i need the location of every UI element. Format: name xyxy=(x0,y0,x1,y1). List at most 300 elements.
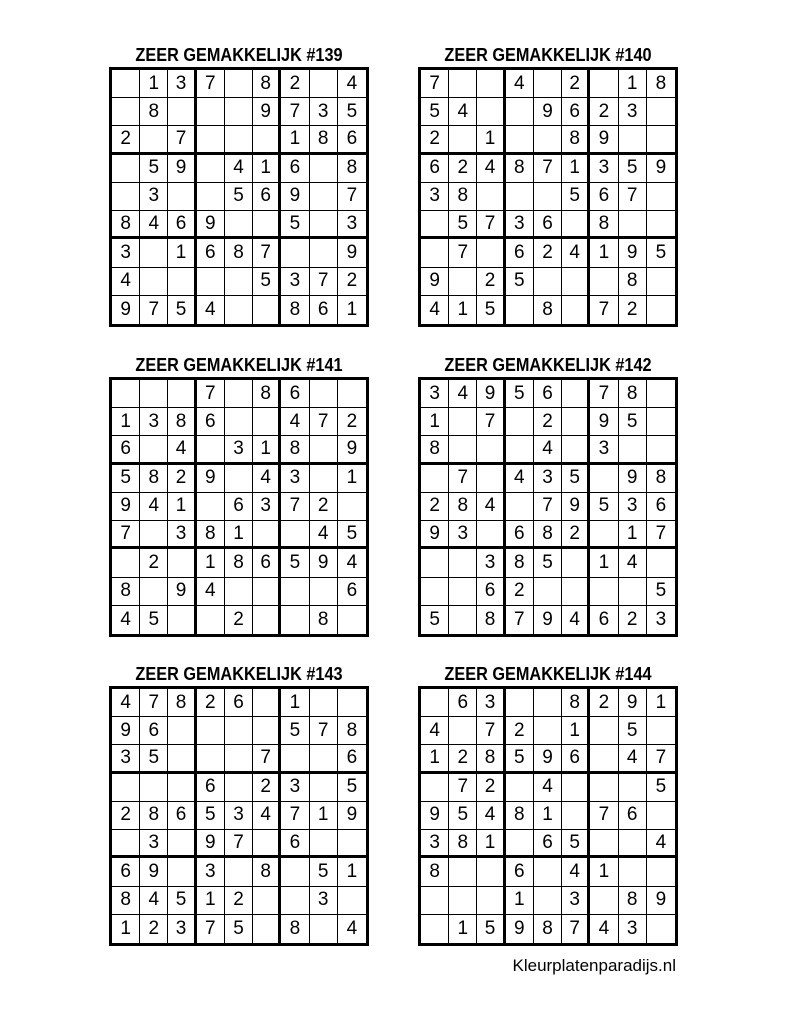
sudoku-cell xyxy=(310,774,338,802)
sudoku-cell: 5 xyxy=(562,465,590,493)
sudoku-puzzle-143 xyxy=(109,662,369,946)
sudoku-cell: 2 xyxy=(112,126,140,154)
sudoku-cell: 8 xyxy=(225,239,253,267)
sudoku-cell: 1 xyxy=(197,549,225,577)
sudoku-cell: 3 xyxy=(168,915,196,943)
sudoku-cell: 7 xyxy=(140,296,168,324)
sudoku-cell xyxy=(253,689,281,717)
sudoku-cell xyxy=(421,549,449,577)
sudoku-cell: 6 xyxy=(253,549,281,577)
sudoku-cell xyxy=(477,98,505,126)
sudoku-cell: 1 xyxy=(338,858,366,886)
sudoku-cell: 6 xyxy=(562,745,590,773)
sudoku-cell xyxy=(647,915,675,943)
sudoku-cell xyxy=(310,915,338,943)
sudoku-cell xyxy=(310,830,338,858)
sudoku-cell: 8 xyxy=(281,296,309,324)
sudoku-cell: 7 xyxy=(281,493,309,521)
sudoku-cell xyxy=(590,774,618,802)
sudoku-cell xyxy=(647,436,675,464)
sudoku-cell xyxy=(310,578,338,606)
sudoku-cell: 9 xyxy=(168,578,196,606)
sudoku-cell: 2 xyxy=(197,689,225,717)
sudoku-cell xyxy=(281,887,309,915)
sudoku-cell: 4 xyxy=(619,549,647,577)
sudoku-cell: 7 xyxy=(647,745,675,773)
sudoku-cell: 9 xyxy=(140,858,168,886)
sudoku-cell xyxy=(140,239,168,267)
sudoku-cell: 2 xyxy=(140,549,168,577)
sudoku-cell: 1 xyxy=(562,155,590,183)
sudoku-cell xyxy=(197,436,225,464)
sudoku-cell: 6 xyxy=(281,155,309,183)
sudoku-cell: 2 xyxy=(477,774,505,802)
sudoku-cell xyxy=(421,578,449,606)
sudoku-cell: 8 xyxy=(506,155,534,183)
sudoku-cell xyxy=(590,70,618,98)
sudoku-cell xyxy=(619,830,647,858)
sudoku-cell: 9 xyxy=(619,465,647,493)
sudoku-cell xyxy=(562,296,590,324)
sudoku-cell: 8 xyxy=(310,606,338,634)
sudoku-cell: 7 xyxy=(619,183,647,211)
sudoku-cell: 1 xyxy=(477,126,505,154)
sudoku-cell: 8 xyxy=(253,380,281,408)
sudoku-cell: 6 xyxy=(506,521,534,549)
sudoku-cell: 6 xyxy=(421,155,449,183)
sudoku-cell: 2 xyxy=(449,155,477,183)
sudoku-cell: 6 xyxy=(168,211,196,239)
sudoku-cell: 1 xyxy=(421,408,449,436)
sudoku-cell: 1 xyxy=(168,493,196,521)
sudoku-cell: 4 xyxy=(253,802,281,830)
sudoku-cell: 9 xyxy=(421,802,449,830)
sudoku-cell: 3 xyxy=(140,830,168,858)
sudoku-cell: 3 xyxy=(253,493,281,521)
sudoku-cell: 6 xyxy=(449,689,477,717)
sudoku-cell xyxy=(477,436,505,464)
sudoku-cell xyxy=(253,211,281,239)
sudoku-cell: 6 xyxy=(590,183,618,211)
sudoku-cell: 4 xyxy=(477,802,505,830)
sudoku-cell xyxy=(477,521,505,549)
sudoku-cell: 6 xyxy=(477,578,505,606)
sudoku-cell: 6 xyxy=(112,858,140,886)
sudoku-cell: 2 xyxy=(168,465,196,493)
sudoku-cell xyxy=(253,408,281,436)
sudoku-cell xyxy=(168,717,196,745)
sudoku-cell: 3 xyxy=(619,915,647,943)
sudoku-cell: 8 xyxy=(310,126,338,154)
sudoku-cell: 5 xyxy=(562,183,590,211)
sudoku-cell: 4 xyxy=(534,436,562,464)
sudoku-cell xyxy=(647,268,675,296)
sudoku-cell xyxy=(534,887,562,915)
sudoku-puzzle-144 xyxy=(418,662,678,946)
sudoku-cell: 3 xyxy=(421,183,449,211)
sudoku-cell: 9 xyxy=(477,380,505,408)
sudoku-cell: 7 xyxy=(647,521,675,549)
sudoku-cell: 3 xyxy=(619,98,647,126)
sudoku-cell: 6 xyxy=(506,858,534,886)
sudoku-cell xyxy=(112,774,140,802)
sudoku-cell xyxy=(647,183,675,211)
sudoku-cell: 5 xyxy=(619,408,647,436)
sudoku-cell: 7 xyxy=(562,915,590,943)
sudoku-cell xyxy=(562,549,590,577)
sudoku-cell: 5 xyxy=(477,915,505,943)
website-credit[interactable]: Kleurplatenparadijs.nl xyxy=(512,956,676,975)
sudoku-cell: 7 xyxy=(534,155,562,183)
sudoku-cell: 4 xyxy=(225,155,253,183)
sudoku-cell xyxy=(590,887,618,915)
sudoku-cell: 8 xyxy=(168,689,196,717)
sudoku-cell: 4 xyxy=(140,211,168,239)
sudoku-cell xyxy=(449,408,477,436)
sudoku-cell xyxy=(449,887,477,915)
sudoku-cell: 8 xyxy=(197,521,225,549)
sudoku-cell: 5 xyxy=(253,268,281,296)
sudoku-cell: 5 xyxy=(112,465,140,493)
sudoku-cell xyxy=(338,830,366,858)
sudoku-cell xyxy=(197,126,225,154)
sudoku-cell xyxy=(281,606,309,634)
sudoku-cell: 2 xyxy=(590,98,618,126)
sudoku-cell xyxy=(562,211,590,239)
sudoku-cell: 3 xyxy=(477,549,505,577)
sudoku-cell: 8 xyxy=(619,380,647,408)
sudoku-cell xyxy=(168,183,196,211)
sudoku-cell: 2 xyxy=(112,802,140,830)
sudoku-cell xyxy=(112,830,140,858)
sudoku-cell: 8 xyxy=(140,465,168,493)
puzzle-title: ZEER GEMAKKELIJK #139 xyxy=(135,44,343,65)
sudoku-cell: 9 xyxy=(421,268,449,296)
sudoku-cell: 8 xyxy=(281,436,309,464)
sudoku-cell: 2 xyxy=(562,70,590,98)
sudoku-cell xyxy=(619,436,647,464)
sudoku-cell: 4 xyxy=(140,493,168,521)
sudoku-cell: 7 xyxy=(590,380,618,408)
sudoku-cell xyxy=(310,689,338,717)
sudoku-cell: 9 xyxy=(112,493,140,521)
sudoku-cell: 5 xyxy=(168,296,196,324)
sudoku-cell: 5 xyxy=(225,183,253,211)
sudoku-cell: 3 xyxy=(140,183,168,211)
sudoku-cell: 6 xyxy=(281,380,309,408)
sudoku-cell: 1 xyxy=(449,296,477,324)
sudoku-cell: 3 xyxy=(421,830,449,858)
sudoku-cell xyxy=(506,296,534,324)
sudoku-cell: 5 xyxy=(449,802,477,830)
sudoku-cell xyxy=(253,915,281,943)
sudoku-cell: 2 xyxy=(225,887,253,915)
sudoku-cell: 9 xyxy=(647,155,675,183)
sudoku-cell xyxy=(225,745,253,773)
sudoku-cell: 2 xyxy=(506,717,534,745)
sudoku-cell xyxy=(534,858,562,886)
sudoku-cell: 3 xyxy=(421,380,449,408)
sudoku-cell: 9 xyxy=(338,239,366,267)
sudoku-cell: 7 xyxy=(421,70,449,98)
sudoku-cell: 3 xyxy=(281,268,309,296)
sudoku-cell: 3 xyxy=(168,70,196,98)
sudoku-cell: 4 xyxy=(197,578,225,606)
sudoku-cell xyxy=(310,745,338,773)
sudoku-cell: 9 xyxy=(338,436,366,464)
sudoku-cell: 5 xyxy=(506,268,534,296)
sudoku-cell: 1 xyxy=(225,521,253,549)
sudoku-cell: 1 xyxy=(112,408,140,436)
sudoku-cell: 5 xyxy=(421,606,449,634)
sudoku-cell xyxy=(421,465,449,493)
sudoku-cell: 1 xyxy=(168,239,196,267)
sudoku-cell xyxy=(647,408,675,436)
sudoku-cell xyxy=(562,578,590,606)
sudoku-cell xyxy=(534,578,562,606)
sudoku-cell: 8 xyxy=(140,802,168,830)
sudoku-cell xyxy=(168,98,196,126)
sudoku-cell: 6 xyxy=(590,606,618,634)
sudoku-cell: 7 xyxy=(168,126,196,154)
sudoku-cell xyxy=(310,465,338,493)
sudoku-cell xyxy=(310,380,338,408)
sudoku-cell xyxy=(140,521,168,549)
sudoku-cell xyxy=(534,717,562,745)
sudoku-cell xyxy=(590,830,618,858)
sudoku-cell xyxy=(647,296,675,324)
sudoku-cell: 3 xyxy=(281,774,309,802)
sudoku-cell: 6 xyxy=(168,802,196,830)
sudoku-cell: 5 xyxy=(225,915,253,943)
sudoku-cell xyxy=(168,858,196,886)
sudoku-cell: 9 xyxy=(590,126,618,154)
sudoku-cell xyxy=(619,126,647,154)
sudoku-cell: 6 xyxy=(281,830,309,858)
sudoku-cell: 1 xyxy=(590,549,618,577)
sudoku-cell: 7 xyxy=(281,98,309,126)
sudoku-cell: 4 xyxy=(562,606,590,634)
sudoku-cell xyxy=(253,578,281,606)
sudoku-cell: 7 xyxy=(590,802,618,830)
sudoku-cell: 9 xyxy=(534,745,562,773)
sudoku-puzzle-140 xyxy=(418,43,678,327)
sudoku-cell: 1 xyxy=(477,830,505,858)
sudoku-cell xyxy=(253,521,281,549)
sudoku-cell: 2 xyxy=(506,578,534,606)
sudoku-cell: 7 xyxy=(477,408,505,436)
sudoku-cell xyxy=(449,70,477,98)
sudoku-cell xyxy=(112,155,140,183)
puzzle-title: ZEER GEMAKKELIJK #142 xyxy=(444,354,652,375)
sudoku-cell xyxy=(534,183,562,211)
sudoku-puzzle-142 xyxy=(418,353,678,637)
sudoku-cell xyxy=(590,745,618,773)
sudoku-cell: 8 xyxy=(619,887,647,915)
sudoku-cell xyxy=(310,239,338,267)
sudoku-cell xyxy=(449,549,477,577)
sudoku-cell xyxy=(506,183,534,211)
sudoku-cell xyxy=(590,578,618,606)
sudoku-cell: 1 xyxy=(346,298,358,320)
sudoku-cell xyxy=(421,887,449,915)
sudoku-grid xyxy=(109,377,369,637)
sudoku-cell: 9 xyxy=(534,98,562,126)
sudoku-cell: 2 xyxy=(477,268,505,296)
sudoku-cell: 7 xyxy=(534,493,562,521)
sudoku-cell: 4 xyxy=(647,830,675,858)
sudoku-cell xyxy=(225,465,253,493)
sudoku-cell: 3 xyxy=(590,436,618,464)
sudoku-cell: 6 xyxy=(197,239,225,267)
sudoku-cell: 5 xyxy=(506,380,534,408)
sudoku-cell: 6 xyxy=(506,239,534,267)
sudoku-cell xyxy=(421,689,449,717)
sudoku-cell: 6 xyxy=(140,717,168,745)
sudoku-cell: 7 xyxy=(197,380,225,408)
sudoku-cell: 2 xyxy=(421,493,449,521)
sudoku-cell: 3 xyxy=(477,689,505,717)
sudoku-cell: 7 xyxy=(281,802,309,830)
sudoku-cell xyxy=(590,465,618,493)
sudoku-cell xyxy=(225,98,253,126)
sudoku-cell: 2 xyxy=(534,239,562,267)
sudoku-cell xyxy=(647,717,675,745)
sudoku-cell: 4 xyxy=(562,239,590,267)
sudoku-cell: 2 xyxy=(338,268,366,296)
sudoku-cell: 4 xyxy=(253,465,281,493)
sudoku-cell: 5 xyxy=(619,717,647,745)
sudoku-cell: 1 xyxy=(619,70,647,98)
sudoku-cell: 7 xyxy=(310,717,338,745)
sudoku-cell xyxy=(647,802,675,830)
sudoku-cell xyxy=(421,774,449,802)
sudoku-cell xyxy=(562,268,590,296)
sudoku-cell: 5 xyxy=(534,549,562,577)
sudoku-cell: 5 xyxy=(477,296,505,324)
sudoku-cell: 7 xyxy=(253,745,281,773)
sudoku-cell: 4 xyxy=(168,436,196,464)
sudoku-cell: 8 xyxy=(647,70,675,98)
sudoku-cell: 3 xyxy=(619,493,647,521)
sudoku-cell: 2 xyxy=(140,915,168,943)
sudoku-cell xyxy=(225,70,253,98)
sudoku-cell xyxy=(168,606,196,634)
sudoku-cell: 2 xyxy=(534,408,562,436)
sudoku-cell xyxy=(310,183,338,211)
sudoku-cell: 6 xyxy=(647,493,675,521)
sudoku-cell xyxy=(225,211,253,239)
sudoku-cell xyxy=(225,774,253,802)
sudoku-cell: 1 xyxy=(562,717,590,745)
sudoku-cell: 8 xyxy=(338,717,366,745)
sudoku-cell: 8 xyxy=(562,689,590,717)
sudoku-cell: 7 xyxy=(112,521,140,549)
sudoku-cell: 5 xyxy=(310,858,338,886)
sudoku-cell xyxy=(197,155,225,183)
sudoku-cell: 8 xyxy=(562,126,590,154)
sudoku-cell: 8 xyxy=(449,183,477,211)
sudoku-cell: 8 xyxy=(421,858,449,886)
sudoku-cell xyxy=(225,296,253,324)
sudoku-cell: 3 xyxy=(112,239,140,267)
sudoku-cell: 4 xyxy=(112,268,140,296)
sudoku-cell xyxy=(449,717,477,745)
sudoku-cell: 4 xyxy=(421,296,449,324)
sudoku-cell xyxy=(449,578,477,606)
sudoku-cell xyxy=(168,380,196,408)
sudoku-cell: 4 xyxy=(197,296,225,324)
sudoku-cell: 4 xyxy=(140,887,168,915)
sudoku-cell: 9 xyxy=(421,521,449,549)
sudoku-cell: 3 xyxy=(310,887,338,915)
sudoku-cell: 4 xyxy=(281,408,309,436)
sudoku-cell: 5 xyxy=(281,717,309,745)
sudoku-cell xyxy=(197,183,225,211)
sudoku-cell: 1 xyxy=(338,465,366,493)
sudoku-grid xyxy=(109,67,369,327)
sudoku-cell xyxy=(140,126,168,154)
sudoku-cell xyxy=(112,70,140,98)
sudoku-cell: 8 xyxy=(168,408,196,436)
sudoku-cell xyxy=(225,380,253,408)
sudoku-cell xyxy=(477,465,505,493)
sudoku-cell xyxy=(534,70,562,98)
sudoku-cell xyxy=(197,493,225,521)
sudoku-cell: 4 xyxy=(619,745,647,773)
sudoku-puzzle-139 xyxy=(109,43,369,327)
sudoku-cell: 5 xyxy=(168,887,196,915)
sudoku-cell xyxy=(619,578,647,606)
sudoku-cell: 9 xyxy=(338,802,366,830)
sudoku-cell: 3 xyxy=(655,608,667,630)
sudoku-cell xyxy=(310,155,338,183)
sudoku-cell: 3 xyxy=(338,211,366,239)
sudoku-cell: 4 xyxy=(338,70,366,98)
sudoku-cell xyxy=(506,689,534,717)
sudoku-cell: 6 xyxy=(534,380,562,408)
sudoku-cell xyxy=(506,98,534,126)
sudoku-cell xyxy=(140,774,168,802)
sudoku-cell xyxy=(253,296,281,324)
sudoku-cell xyxy=(253,887,281,915)
sudoku-cell: 2 xyxy=(619,606,647,634)
sudoku-cell: 4 xyxy=(562,858,590,886)
sudoku-cell xyxy=(168,774,196,802)
sudoku-cell xyxy=(338,606,366,634)
sudoku-cell xyxy=(310,70,338,98)
sudoku-cell: 1 xyxy=(506,887,534,915)
sudoku-cell: 2 xyxy=(449,745,477,773)
sudoku-cell: 5 xyxy=(619,155,647,183)
sudoku-cell xyxy=(534,126,562,154)
sudoku-cell: 3 xyxy=(534,465,562,493)
sudoku-cell xyxy=(562,408,590,436)
sudoku-cell xyxy=(310,211,338,239)
sudoku-cell: 5 xyxy=(281,211,309,239)
sudoku-cell: 8 xyxy=(112,211,140,239)
sudoku-cell: 5 xyxy=(647,239,675,267)
sudoku-cell xyxy=(310,436,338,464)
sudoku-cell: 8 xyxy=(449,493,477,521)
sudoku-cell: 8 xyxy=(647,465,675,493)
sudoku-cell: 5 xyxy=(281,549,309,577)
sudoku-cell: 5 xyxy=(647,578,675,606)
sudoku-cell: 8 xyxy=(619,268,647,296)
sudoku-cell xyxy=(225,268,253,296)
sudoku-cell: 4 xyxy=(506,465,534,493)
sudoku-cell xyxy=(590,268,618,296)
